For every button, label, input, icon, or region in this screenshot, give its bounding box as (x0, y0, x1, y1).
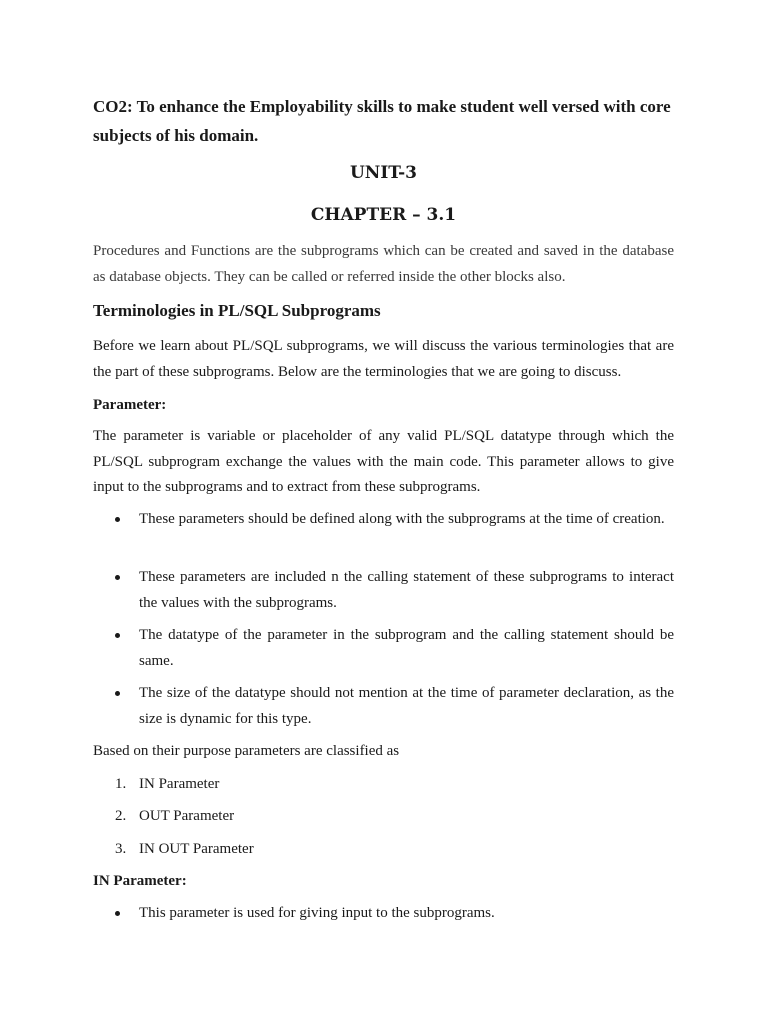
bullet-icon (115, 633, 120, 638)
list-item-text: IN Parameter (139, 776, 220, 792)
classification-list-item (115, 805, 235, 827)
bullet-text: The datatype of the parameter in the subprogram and the calling statement should be same. (139, 627, 674, 669)
bullet-icon (115, 517, 120, 522)
parameter-bullet-item (139, 565, 674, 616)
chapter-title: CHAPTER – 3.1 (310, 205, 457, 225)
list-number: 3. (115, 841, 127, 857)
classification-intro: Based on their purpose parameters are classified as (93, 743, 400, 759)
classification-list-item (115, 838, 254, 860)
list-item-text: IN OUT Parameter (139, 841, 254, 857)
list-number: 2. (115, 808, 127, 824)
list-item-text: OUT Parameter (139, 808, 235, 824)
parameter-label: Parameter: (93, 397, 167, 413)
parameter-bullet-item (139, 507, 674, 533)
course-outcome-heading: CO2: To enhance the Employability skills to make student well versed with core subjects of his domain. (93, 97, 671, 145)
parameter-bullet-item (139, 681, 674, 732)
terminologies-paragraph: Before we learn about PL/SQL subprograms, we will discuss the various terminologies that are the part of these subprograms. Below are the terminologies that we are going to discuss. (93, 338, 674, 380)
classification-list-item (115, 773, 220, 795)
bullet-text: These parameters are included n the calling statement of these subprograms to interact the values with the subprograms. (139, 569, 674, 611)
bullet-text: The size of the datatype should not mention at the time of parameter declaration, as the size is dynamic for this type. (139, 685, 674, 727)
bullet-text: These parameters should be defined along with the subprograms at the time of creation. (139, 511, 665, 527)
intro-paragraph: Procedures and Functions are the subprograms which can be created and saved in the database as database objects. They can be called or referred inside the other blocks also. (93, 243, 674, 285)
terminologies-heading: Terminologies in PL/SQL Subprograms (93, 301, 381, 320)
parameter-paragraph: The parameter is variable or placeholder of any valid PL/SQL datatype through which the PL/SQL subprogram exchange the values with the main code. This parameter allows to give input to the subprograms and to extract from these subprograms. (93, 428, 674, 495)
bullet-icon (115, 691, 120, 696)
unit-title: UNIT-3 (349, 163, 418, 183)
in-parameter-bullet-item (139, 901, 674, 927)
list-number: 1. (115, 776, 127, 792)
bullet-text: This parameter is used for giving input to the subprograms. (139, 905, 495, 921)
bullet-icon (115, 911, 120, 916)
in-parameter-label: IN Parameter: (93, 873, 187, 889)
parameter-bullet-item (139, 623, 674, 674)
bullet-icon (115, 575, 120, 580)
